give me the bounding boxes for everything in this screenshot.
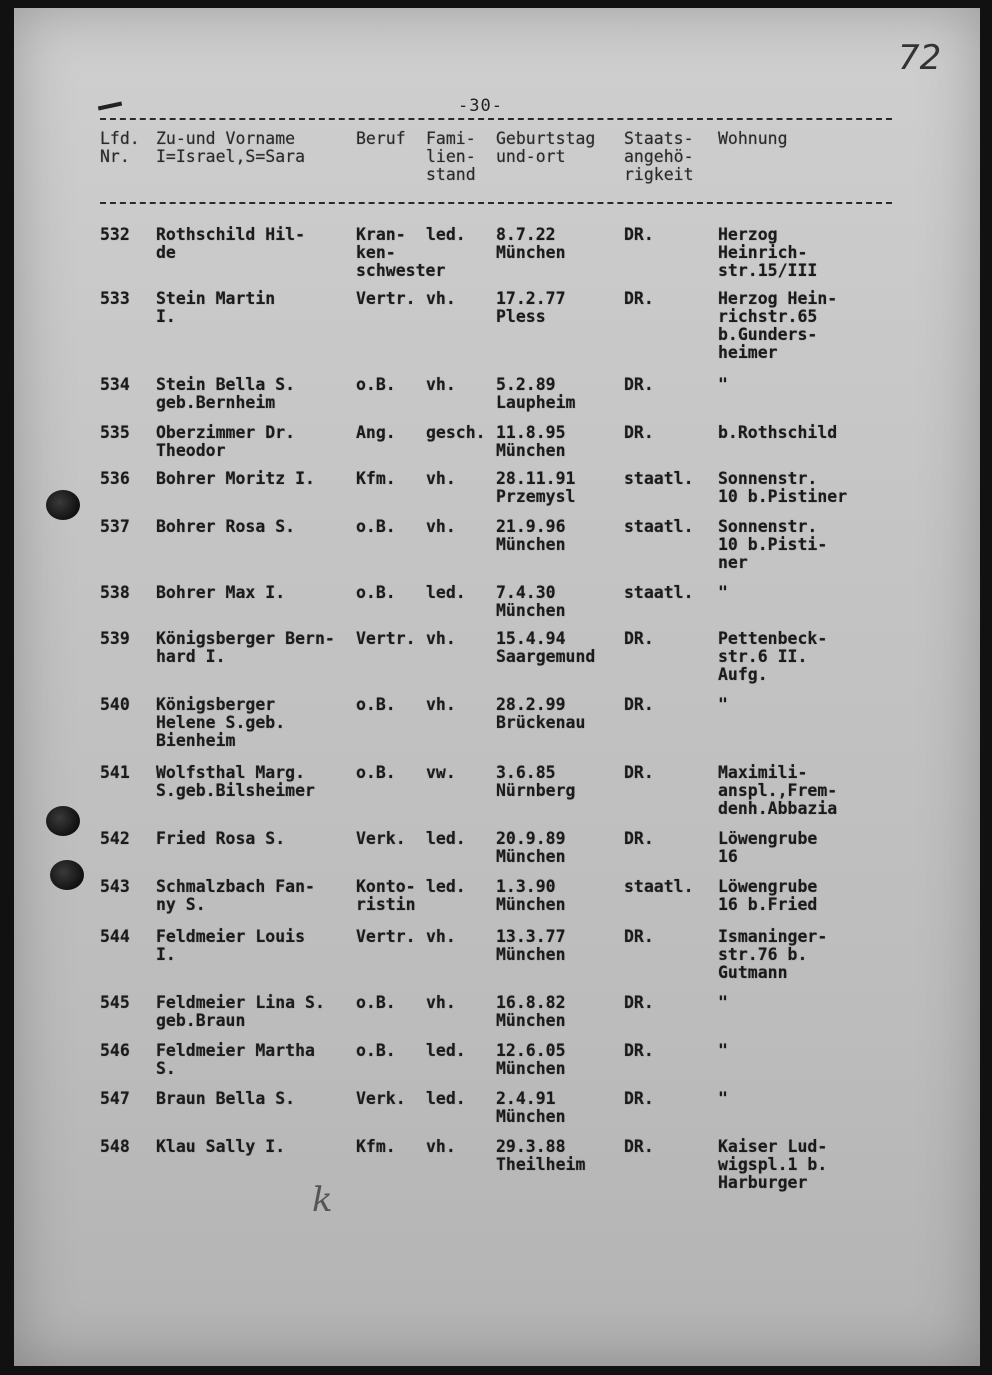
- header-bottom-rule: [100, 202, 892, 204]
- entry-number: 546: [100, 1041, 130, 1060]
- entry-nationality: DR.: [624, 993, 654, 1012]
- entry-name: Schmalzbach Fan- ny S.: [156, 877, 315, 914]
- entry-number: 540: [100, 695, 130, 714]
- document-sheet: [14, 8, 980, 1366]
- entry-nationality: DR.: [624, 695, 654, 714]
- entry-number: 544: [100, 927, 130, 946]
- entry-number: 538: [100, 583, 130, 602]
- entry-occupation: o.B.: [356, 993, 396, 1012]
- punch-hole: [46, 490, 80, 520]
- entry-residence: Maximili- anspl.,Frem- denh.Abbazia: [718, 763, 838, 818]
- entry-nationality: staatl.: [624, 877, 694, 896]
- entry-number: 534: [100, 375, 130, 394]
- entry-residence: Sonnenstr. 10 b.Pistiner: [718, 469, 848, 506]
- entry-birth: 5.2.89 Laupheim: [496, 375, 576, 412]
- handwritten-page-mark: 72: [898, 38, 942, 78]
- entry-number: 539: [100, 629, 130, 648]
- entry-marital-status: vh.: [426, 469, 456, 488]
- entry-marital-status: vw.: [426, 763, 456, 782]
- entry-name: Königsberger Helene S.geb. Bienheim: [156, 695, 286, 750]
- entry-birth: 29.3.88 Theilheim: [496, 1137, 586, 1174]
- table-row: [14, 289, 980, 362]
- entry-occupation: Kran- ken- schwester: [356, 225, 446, 280]
- entry-marital-status: led.: [426, 829, 466, 848]
- header-wohnung: Wohnung: [718, 129, 788, 148]
- entry-nationality: DR.: [624, 763, 654, 782]
- ink-dash-mark: [98, 102, 122, 111]
- entry-birth: 28.2.99 Brückenau: [496, 695, 586, 732]
- entry-marital-status: led.: [426, 1089, 466, 1108]
- entry-occupation: Konto- ristin: [356, 877, 416, 914]
- entry-number: 542: [100, 829, 130, 848]
- entry-birth: 15.4.94 Saargemund: [496, 629, 596, 666]
- entry-residence: ": [718, 583, 728, 602]
- entry-number: 548: [100, 1137, 130, 1156]
- entry-nationality: DR.: [624, 629, 654, 648]
- entry-birth: 21.9.96 München: [496, 517, 566, 554]
- entry-occupation: Ang.: [356, 423, 396, 442]
- entry-residence: ": [718, 695, 728, 714]
- entry-name: Klau Sally I.: [156, 1137, 286, 1156]
- entry-nationality: DR.: [624, 423, 654, 442]
- entry-number: 537: [100, 517, 130, 536]
- entry-residence: Ismaninger- str.76 b. Gutmann: [718, 927, 828, 982]
- entry-marital-status: gesch.: [426, 423, 486, 442]
- entry-occupation: o.B.: [356, 763, 396, 782]
- entry-occupation: Kfm.: [356, 469, 396, 488]
- entry-occupation: o.B.: [356, 1041, 396, 1060]
- entry-number: 545: [100, 993, 130, 1012]
- entry-occupation: Kfm.: [356, 1137, 396, 1156]
- header-nr: Lfd. Nr.: [100, 129, 140, 166]
- table-row: [14, 928, 980, 988]
- entry-number: 541: [100, 763, 130, 782]
- entry-name: Feldmeier Louis I.: [156, 927, 306, 964]
- entry-birth: 13.3.77 München: [496, 927, 566, 964]
- entry-nationality: staatl.: [624, 583, 694, 602]
- entry-birth: 17.2.77 Pless: [496, 289, 566, 326]
- entry-marital-status: led.: [426, 225, 466, 244]
- entry-residence: ": [718, 1089, 728, 1108]
- entry-residence: Löwengrube 16 b.Fried: [718, 877, 818, 914]
- entry-name: Bohrer Max I.: [156, 583, 286, 602]
- entry-birth: 7.4.30 München: [496, 583, 566, 620]
- header-top-rule: [100, 118, 892, 120]
- table-row: [14, 696, 980, 756]
- entry-birth: 8.7.22 München: [496, 225, 566, 262]
- entry-name: Stein Martin I.: [156, 289, 276, 326]
- header-familienstand: Fami- lien- stand: [426, 129, 476, 184]
- entry-birth: 16.8.82 München: [496, 993, 566, 1030]
- entry-marital-status: led.: [426, 1041, 466, 1060]
- entry-number: 533: [100, 289, 130, 308]
- table-row: [14, 226, 980, 286]
- entry-name: Feldmeier Martha S.: [156, 1041, 315, 1078]
- entry-residence: b.Rothschild: [718, 423, 838, 442]
- entry-name: Bohrer Rosa S.: [156, 517, 296, 536]
- entry-name: Königsberger Bern- hard I.: [156, 629, 335, 666]
- entry-marital-status: vh.: [426, 993, 456, 1012]
- entry-birth: 12.6.05 München: [496, 1041, 566, 1078]
- entry-marital-status: vh.: [426, 289, 456, 308]
- entry-marital-status: vh.: [426, 927, 456, 946]
- entry-occupation: o.B.: [356, 695, 396, 714]
- entry-nationality: DR.: [624, 375, 654, 394]
- entry-nationality: DR.: [624, 225, 654, 244]
- table-row: [14, 764, 980, 824]
- entry-marital-status: led.: [426, 877, 466, 896]
- entry-residence: Herzog Hein- richstr.65 b.Gunders- heimer: [718, 289, 838, 362]
- entry-marital-status: vh.: [426, 1137, 456, 1156]
- punch-hole: [50, 860, 84, 890]
- entry-occupation: o.B.: [356, 583, 396, 602]
- header-name: Zu-und Vorname I=Israel,S=Sara: [156, 129, 306, 166]
- entry-marital-status: vh.: [426, 629, 456, 648]
- table-row: [14, 630, 980, 690]
- entry-residence: Pettenbeck- str.6 II. Aufg.: [718, 629, 828, 684]
- entry-residence: Herzog Heinrich- str.15/III: [718, 225, 818, 280]
- entry-occupation: Vertr.: [356, 289, 416, 308]
- entry-name: Feldmeier Lina S. geb.Braun: [156, 993, 325, 1030]
- entry-birth: 20.9.89 München: [496, 829, 566, 866]
- entry-residence: ": [718, 375, 728, 394]
- entry-residence: Sonnenstr. 10 b.Pisti- ner: [718, 517, 828, 572]
- page-number: -30-: [458, 96, 503, 116]
- entry-birth: 11.8.95 München: [496, 423, 566, 460]
- entry-number: 532: [100, 225, 130, 244]
- entry-number: 535: [100, 423, 130, 442]
- entry-marital-status: vh.: [426, 695, 456, 714]
- entry-occupation: o.B.: [356, 517, 396, 536]
- entry-residence: Löwengrube 16: [718, 829, 818, 866]
- entry-name: Rothschild Hil- de: [156, 225, 306, 262]
- entry-residence: Kaiser Lud- wigspl.1 b. Harburger: [718, 1137, 828, 1192]
- entry-nationality: DR.: [624, 927, 654, 946]
- entry-name: Stein Bella S. geb.Bernheim: [156, 375, 296, 412]
- entry-nationality: DR.: [624, 289, 654, 308]
- entry-birth: 28.11.91 Przemysl: [496, 469, 576, 506]
- entry-number: 547: [100, 1089, 130, 1108]
- entry-nationality: DR.: [624, 1041, 654, 1060]
- entry-occupation: Verk.: [356, 829, 406, 848]
- entry-birth: 3.6.85 Nürnberg: [496, 763, 576, 800]
- handwritten-initial: k: [312, 1180, 333, 1220]
- entry-occupation: Vertr.: [356, 927, 416, 946]
- header-staatsangehoerigkeit: Staats- angehö- rigkeit: [624, 129, 694, 184]
- entry-nationality: staatl.: [624, 517, 694, 536]
- entry-number: 543: [100, 877, 130, 896]
- entry-birth: 1.3.90 München: [496, 877, 566, 914]
- entry-nationality: DR.: [624, 1089, 654, 1108]
- entry-name: Oberzimmer Dr. Theodor: [156, 423, 296, 460]
- entry-birth: 2.4.91 München: [496, 1089, 566, 1126]
- entry-name: Wolfsthal Marg. S.geb.Bilsheimer: [156, 763, 315, 800]
- table-row: [14, 1138, 980, 1198]
- entry-nationality: DR.: [624, 1137, 654, 1156]
- entry-name: Bohrer Moritz I.: [156, 469, 315, 488]
- entry-residence: ": [718, 993, 728, 1012]
- entry-number: 536: [100, 469, 130, 488]
- entry-marital-status: vh.: [426, 517, 456, 536]
- entry-occupation: Verk.: [356, 1089, 406, 1108]
- entry-nationality: staatl.: [624, 469, 694, 488]
- entry-marital-status: led.: [426, 583, 466, 602]
- header-beruf: Beruf: [356, 129, 406, 148]
- entry-name: Braun Bella S.: [156, 1089, 296, 1108]
- punch-hole: [46, 806, 80, 836]
- entry-nationality: DR.: [624, 829, 654, 848]
- entry-residence: ": [718, 1041, 728, 1060]
- entry-name: Fried Rosa S.: [156, 829, 286, 848]
- table-row: [14, 518, 980, 578]
- entry-occupation: o.B.: [356, 375, 396, 394]
- entry-occupation: Vertr.: [356, 629, 416, 648]
- header-geburt: Geburtstag und-ort: [496, 129, 596, 166]
- entry-marital-status: vh.: [426, 375, 456, 394]
